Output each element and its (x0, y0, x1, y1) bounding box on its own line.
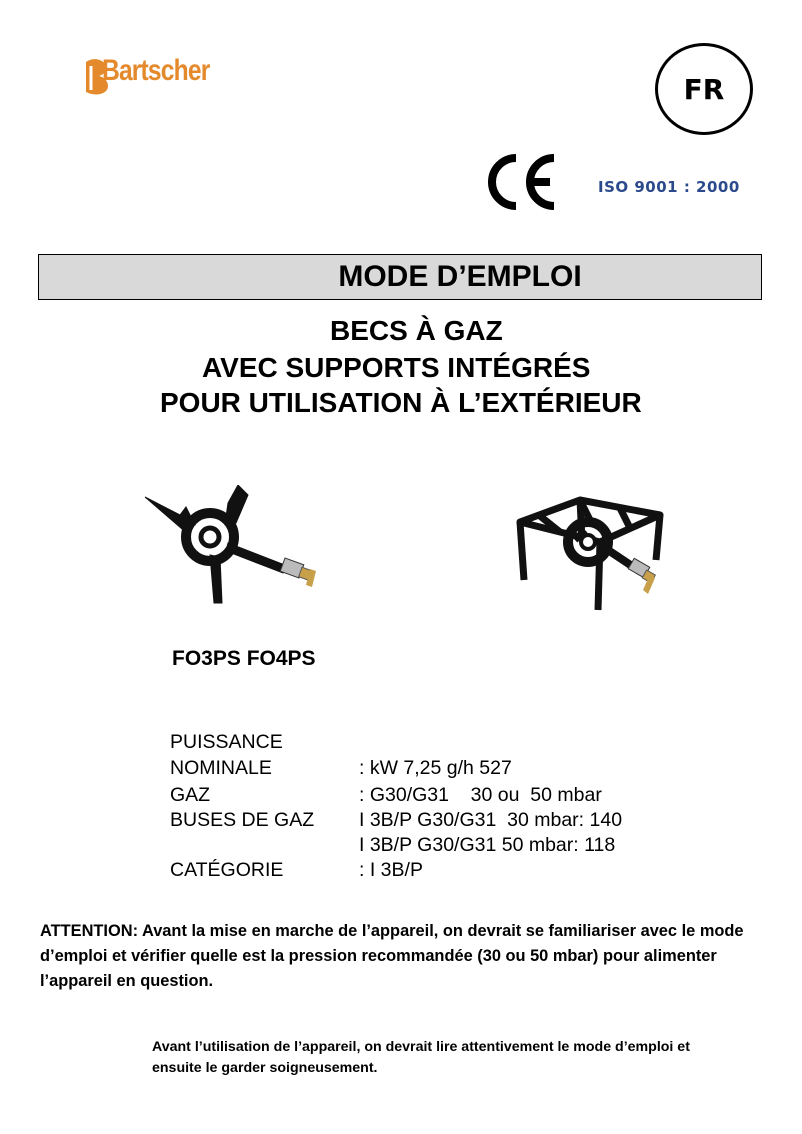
page-title: MODE D’EMPLOI (338, 260, 582, 293)
subtitle-line-2: AVEC SUPPORTS INTÉGRÉS (202, 352, 591, 383)
model-fo3ps: FO3PS (172, 647, 241, 670)
spec-gaz-label: GAZ (170, 784, 211, 806)
subtitle-line-1: BECS À GAZ (330, 315, 503, 346)
spec-categorie-value: : I 3B/P (359, 859, 423, 881)
ce-mark-icon (480, 150, 560, 214)
spec-gaz-value: : G30/G31 30 ou 50 mbar (359, 784, 602, 806)
logo-wordmark: Bartscher (102, 54, 210, 87)
iso-certification: ISO 9001 : 2000 (598, 178, 740, 196)
tripod-burner-image (140, 485, 330, 605)
spec-puissance-label: PUISSANCE (170, 731, 283, 753)
spec-nominale-label: NOMINALE (170, 757, 272, 779)
title-banner (38, 254, 762, 300)
subtitle-line-3: POUR UTILISATION À L’EXTÉRIEUR (160, 387, 642, 418)
model-numbers (172, 647, 316, 671)
spec-buses-label: BUSES DE GAZ (170, 809, 315, 831)
language-badge (655, 43, 753, 135)
language-code: FR (683, 72, 725, 106)
square-frame-burner-image (510, 470, 670, 615)
spec-nominale-value: : kW 7,25 g/h 527 (359, 757, 512, 779)
model-fo4ps: FO4PS (246, 647, 316, 670)
attention-warning: ATTENTION: Avant la mise en marche de l’appareil, on devrait se familiariser avec le mode d’emploi et vérifier quelle est la pression recommandée (30 ou 50 mbar) pour alimenter l’appareil en question. (40, 922, 744, 990)
spec-buses-value-30: I 3B/P G30/G31 30 mbar: 140 (359, 809, 623, 831)
bartscher-logo (80, 52, 230, 100)
usage-note: Avant l’utilisation de l’appareil, on devrait lire attentivement le mode d’emploi et ensuite le garder soigneusement. (152, 1039, 690, 1076)
spec-categorie-label: CATÉGORIE (170, 859, 284, 881)
spec-buses-value-50: I 3B/P G30/G31 50 mbar: 118 (359, 834, 616, 856)
